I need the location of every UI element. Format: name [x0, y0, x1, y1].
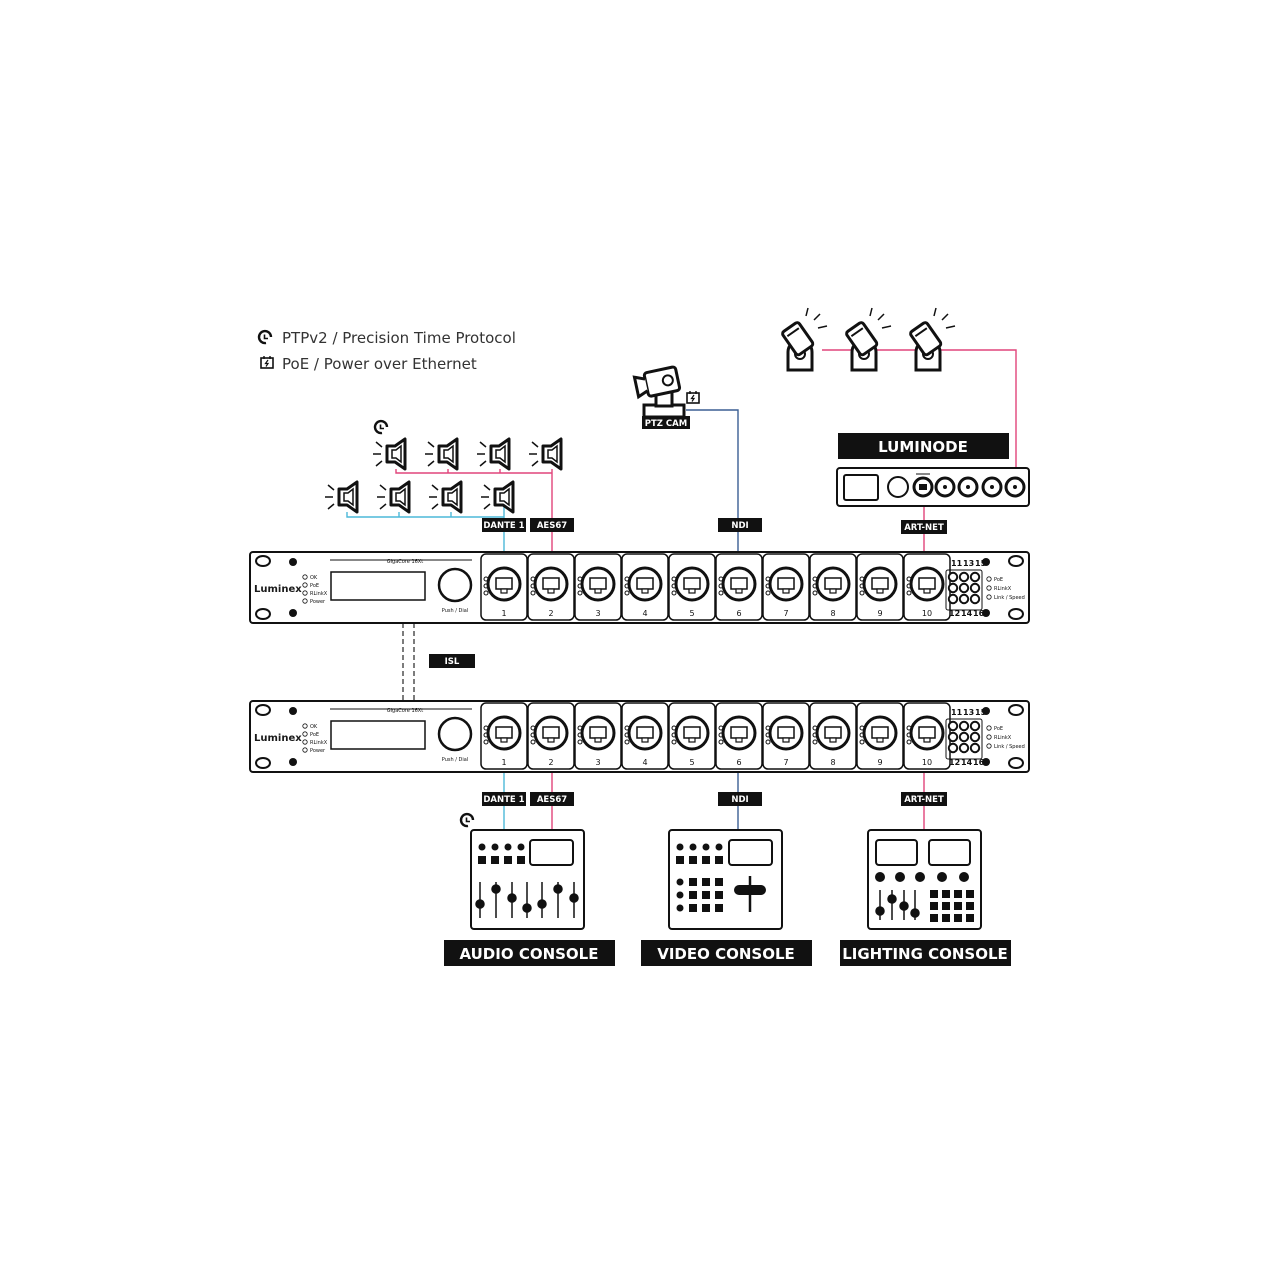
- sfp-number: 11: [951, 708, 963, 717]
- port-number: 9: [877, 609, 883, 618]
- status-label: RLinkX: [310, 740, 328, 746]
- push-dial-label: Push / Dial: [441, 608, 469, 614]
- sfp-number: 14: [961, 609, 973, 618]
- port-number: 8: [830, 758, 836, 767]
- right-legend-label: PoE: [994, 577, 1004, 583]
- aes67-tag-top: AES67: [536, 521, 568, 531]
- port-number: 5: [689, 758, 695, 767]
- rack-mount-hole: [256, 556, 270, 566]
- sfp-port[interactable]: [949, 573, 957, 581]
- sfp-port[interactable]: [971, 733, 979, 741]
- audio-console: [444, 814, 615, 966]
- ptp-legend-icon: [259, 331, 271, 343]
- status-label: Power: [310, 599, 326, 605]
- sfp-port[interactable]: [971, 584, 979, 592]
- speaker-icon: [429, 482, 461, 512]
- status-label: PoE: [310, 732, 320, 738]
- light-fixtures: [781, 308, 955, 370]
- ptz-cam-label: PTZ CAM: [644, 419, 688, 429]
- luminode: [837, 433, 1029, 506]
- port-number: 3: [595, 758, 601, 767]
- push-dial-label: Push / Dial: [441, 757, 469, 763]
- status-label: RLinkX: [310, 591, 328, 597]
- artnet-tag-top: ART-NET: [904, 523, 944, 533]
- isl-tag: [429, 654, 475, 668]
- port-number: 6: [736, 609, 742, 618]
- port-number: 3: [595, 609, 601, 618]
- sfp-port[interactable]: [960, 573, 968, 581]
- status-label: PoE: [310, 583, 320, 589]
- sfp-port[interactable]: [960, 722, 968, 730]
- artnet-tag-bottom: ART-NET: [904, 795, 944, 805]
- sfp-port[interactable]: [949, 722, 957, 730]
- top-switch-tags: [482, 518, 947, 534]
- dante-tag-bottom: DANTE 1: [483, 795, 525, 805]
- port-number: 2: [548, 609, 554, 618]
- gigacore-switch-bottom: [250, 701, 1029, 772]
- right-legend-label: Link / Speed: [994, 744, 1025, 750]
- lighting-console-label: LIGHTING CONSOLE: [842, 945, 1008, 963]
- rack-mount-hole: [1009, 609, 1023, 619]
- legend-ptp: PTPv2 / Precision Time Protocol: [282, 329, 516, 347]
- right-legend-label: RLinkX: [994, 586, 1012, 592]
- port-number: 5: [689, 609, 695, 618]
- dante-tag-top: DANTE 1: [483, 521, 525, 531]
- status-label: OK: [310, 724, 318, 730]
- right-legend-label: RLinkX: [994, 735, 1012, 741]
- port-number: 4: [642, 609, 648, 618]
- rack-mount-hole: [1009, 705, 1023, 715]
- sfp-number: 12: [949, 758, 961, 767]
- isl-cable: [403, 623, 414, 702]
- sfp-port[interactable]: [971, 595, 979, 603]
- video-console: [641, 830, 812, 966]
- sfp-port[interactable]: [960, 595, 968, 603]
- sfp-port[interactable]: [971, 744, 979, 752]
- ndi-tag-top: NDI: [731, 521, 749, 531]
- isl-label: ISL: [444, 657, 460, 667]
- screw-icon: [289, 707, 297, 715]
- port-number: 1: [501, 609, 507, 618]
- sfp-port[interactable]: [960, 733, 968, 741]
- sfp-port[interactable]: [960, 584, 968, 592]
- legend: [259, 329, 516, 373]
- gigacore-switch-top: [250, 552, 1029, 623]
- speaker-icon: [373, 439, 405, 469]
- sfp-number: 15: [975, 559, 987, 568]
- screw-icon: [289, 758, 297, 766]
- sfp-port[interactable]: [949, 744, 957, 752]
- rack-mount-hole: [1009, 556, 1023, 566]
- brand-logo: Luminex: [254, 584, 302, 595]
- moving-head-icon: [845, 308, 891, 370]
- video-console-label: VIDEO CONSOLE: [657, 945, 795, 963]
- screw-icon: [289, 558, 297, 566]
- speaker-icon: [377, 482, 409, 512]
- ptp-icon: [375, 421, 387, 433]
- model-label: GigaCore 16Xt: [386, 559, 424, 565]
- rack-mount-hole: [256, 705, 270, 715]
- poe-legend-icon: [261, 356, 273, 368]
- push-dial-knob[interactable]: [439, 569, 471, 601]
- port-number: 6: [736, 758, 742, 767]
- sfp-number: 11: [951, 559, 963, 568]
- sfp-port[interactable]: [971, 722, 979, 730]
- speaker-icon: [425, 439, 457, 469]
- dante-bus-cable: [347, 498, 504, 552]
- lcd-display: [331, 572, 425, 600]
- sfp-port[interactable]: [949, 733, 957, 741]
- ndi-tag-bottom: NDI: [731, 795, 749, 805]
- status-label: Power: [310, 748, 326, 754]
- speaker-icon: [481, 482, 513, 512]
- screw-icon: [289, 609, 297, 617]
- port-number: 2: [548, 758, 554, 767]
- speakers: [325, 421, 561, 512]
- port-number: 1: [501, 758, 507, 767]
- sfp-port[interactable]: [949, 584, 957, 592]
- bottom-switch-tags: [482, 792, 947, 806]
- push-dial-knob[interactable]: [439, 718, 471, 750]
- port-number: 7: [783, 609, 789, 618]
- right-legend-label: PoE: [994, 726, 1004, 732]
- port-number: 8: [830, 609, 836, 618]
- moving-head-icon: [909, 308, 955, 370]
- speaker-icon: [477, 439, 509, 469]
- ptp-icon: [461, 814, 473, 826]
- port-number: 7: [783, 758, 789, 767]
- sfp-number: 16: [973, 609, 985, 618]
- sfp-port[interactable]: [971, 573, 979, 581]
- port-number: 10: [921, 758, 933, 767]
- sfp-number: 14: [961, 758, 973, 767]
- brand-logo: Luminex: [254, 733, 302, 744]
- ptz-camera: [634, 367, 699, 429]
- audio-console-label: AUDIO CONSOLE: [459, 945, 599, 963]
- model-label: GigaCore 16Xt: [386, 708, 424, 714]
- rack-mount-hole: [1009, 758, 1023, 768]
- speaker-icon: [529, 439, 561, 469]
- luminode-label: LUMINODE: [878, 438, 968, 456]
- port-number: 9: [877, 758, 883, 767]
- sfp-number: 16: [973, 758, 985, 767]
- poe-icon: [687, 391, 699, 403]
- status-label: OK: [310, 575, 318, 581]
- sfp-number: 13: [963, 708, 975, 717]
- right-legend-label: Link / Speed: [994, 595, 1025, 601]
- lcd-display: [331, 721, 425, 749]
- lighting-console: [840, 830, 1011, 966]
- port-number: 4: [642, 758, 648, 767]
- sfp-port[interactable]: [949, 595, 957, 603]
- sfp-number: 13: [963, 559, 975, 568]
- port-number: 10: [921, 609, 933, 618]
- sfp-number: 15: [975, 708, 987, 717]
- speaker-icon: [325, 482, 357, 512]
- moving-head-icon: [781, 308, 827, 370]
- sfp-port[interactable]: [960, 744, 968, 752]
- rack-mount-hole: [256, 758, 270, 768]
- rack-mount-hole: [256, 609, 270, 619]
- legend-poe: PoE / Power over Ethernet: [282, 355, 477, 373]
- aes67-bus-cable: [396, 469, 552, 552]
- aes67-tag-bottom: AES67: [536, 795, 568, 805]
- sfp-number: 12: [949, 609, 961, 618]
